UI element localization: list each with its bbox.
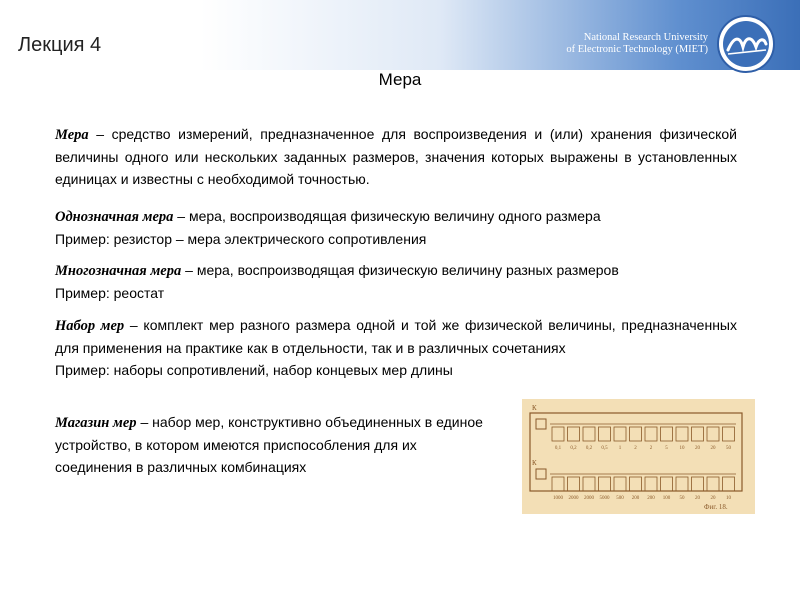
bottom-row-label: 500 — [616, 496, 624, 501]
bottom-row-cell — [645, 477, 657, 491]
university-line-1: National Research University — [583, 32, 708, 43]
term: Магазин мер — [55, 415, 137, 431]
bottom-row-label: 2000 — [568, 496, 579, 501]
bottom-row-label: 5000 — [599, 496, 610, 501]
definition-multi-value — [55, 259, 737, 304]
bottom-row-cell — [707, 477, 719, 491]
slide-title: Мера — [378, 70, 422, 89]
bottom-row-cell — [661, 477, 673, 491]
resistance-box-diagram — [522, 399, 755, 514]
bottom-row-cell — [583, 477, 595, 491]
top-row-cell — [676, 427, 688, 441]
top-row-cell — [599, 427, 611, 441]
term: Многозначная мера — [55, 263, 182, 279]
top-row-cell — [583, 427, 595, 441]
definition-single-value — [55, 205, 737, 250]
top-row-label: 20 — [710, 446, 716, 451]
top-row-label: 0,2 — [585, 446, 593, 451]
bottom-row-label: 200 — [647, 496, 655, 501]
terminal-bottom — [536, 469, 546, 479]
top-row-cell — [661, 427, 673, 441]
top-row-label: 0,5 — [601, 446, 608, 451]
top-row-cell — [614, 427, 626, 441]
top-row-cell — [630, 427, 642, 441]
figure-label-bottom: К — [532, 459, 537, 467]
definition-text: – набор мер, конструктивно объединенных в единое устройство, в котором имеются приспособления для их соединения в различных комбинациях — [55, 414, 483, 475]
term: Набор мер — [55, 318, 125, 334]
bottom-row-label: 50 — [679, 496, 685, 501]
bottom-row-label: 2000 — [584, 496, 594, 501]
top-row-label: 10 — [679, 446, 685, 451]
figure-label-top: К — [532, 404, 537, 412]
miet-logo-icon — [716, 14, 776, 74]
definition-text: – мера, воспроизводящая физическую величину разных размеров — [181, 262, 619, 278]
top-row-label: 0,2 — [570, 446, 577, 451]
bottom-row-label: 200 — [631, 496, 640, 501]
top-row-cell — [723, 427, 735, 441]
bottom-row-cell — [676, 477, 688, 491]
definition-text: – мера, воспроизводящая физическую величину одного размера — [173, 208, 601, 224]
bottom-row-cell — [614, 477, 626, 491]
top-row-label: 0,1 — [554, 446, 562, 451]
lecture-label: Лекция 4 — [18, 34, 102, 56]
bottom-row-cell — [599, 477, 611, 491]
university-name — [566, 32, 708, 56]
top-row-cell — [552, 427, 564, 441]
bottom-row-label: 20 — [710, 496, 716, 501]
top-row-cell — [568, 427, 580, 441]
bottom-row-label: 10 — [726, 496, 731, 501]
definition-measure — [55, 123, 737, 190]
top-row-label: 2 — [634, 446, 637, 451]
bottom-row-label: 100 — [662, 496, 671, 501]
university-line-2: of Electronic Technology (MIET) — [566, 44, 708, 55]
definition-set — [55, 314, 737, 381]
top-row-cell — [707, 427, 719, 441]
top-row-label: 50 — [726, 446, 731, 451]
top-row-label: 20 — [695, 446, 700, 451]
bottom-row-cell — [723, 477, 735, 491]
definition-text: – комплект мер разного размера одной и той же физической величины, предназначенных для применения на практике как в отдельности, так и в различных сочетаниях — [55, 317, 737, 356]
example-text: Пример: наборы сопротивлений, набор концевых мер длины — [55, 362, 453, 378]
top-row-label: 2 — [649, 446, 653, 451]
bottom-row-cell — [692, 477, 704, 491]
terminal-top — [536, 419, 546, 429]
bottom-row-label: 1000 — [553, 496, 563, 501]
top-row-label: 1 — [618, 446, 622, 451]
top-row-cell — [645, 427, 657, 441]
top-row-label: 5 — [665, 446, 668, 451]
bottom-row-cell — [630, 477, 642, 491]
resistance-box-figure — [522, 399, 755, 514]
bottom-row-label: 20 — [695, 496, 700, 501]
definition-text: – средство измерений, предназначенное для воспроизведения и (или) хранения физической величины одного или нескольких заданных размеров, значения которых выражены в установленных единицах и известны с необходимой точностью. — [55, 126, 737, 187]
term: Мера — [55, 127, 89, 143]
definition-store — [55, 411, 495, 478]
example-text: Пример: реостат — [55, 285, 165, 301]
bottom-row-cell — [552, 477, 564, 491]
bottom-row-cell — [568, 477, 580, 491]
term: Однозначная мера — [55, 209, 174, 225]
top-row-cell — [692, 427, 704, 441]
figure-caption: Фиг. 18. — [704, 503, 728, 511]
example-text: Пример: резистор – мера электрического сопротивления — [55, 231, 427, 247]
